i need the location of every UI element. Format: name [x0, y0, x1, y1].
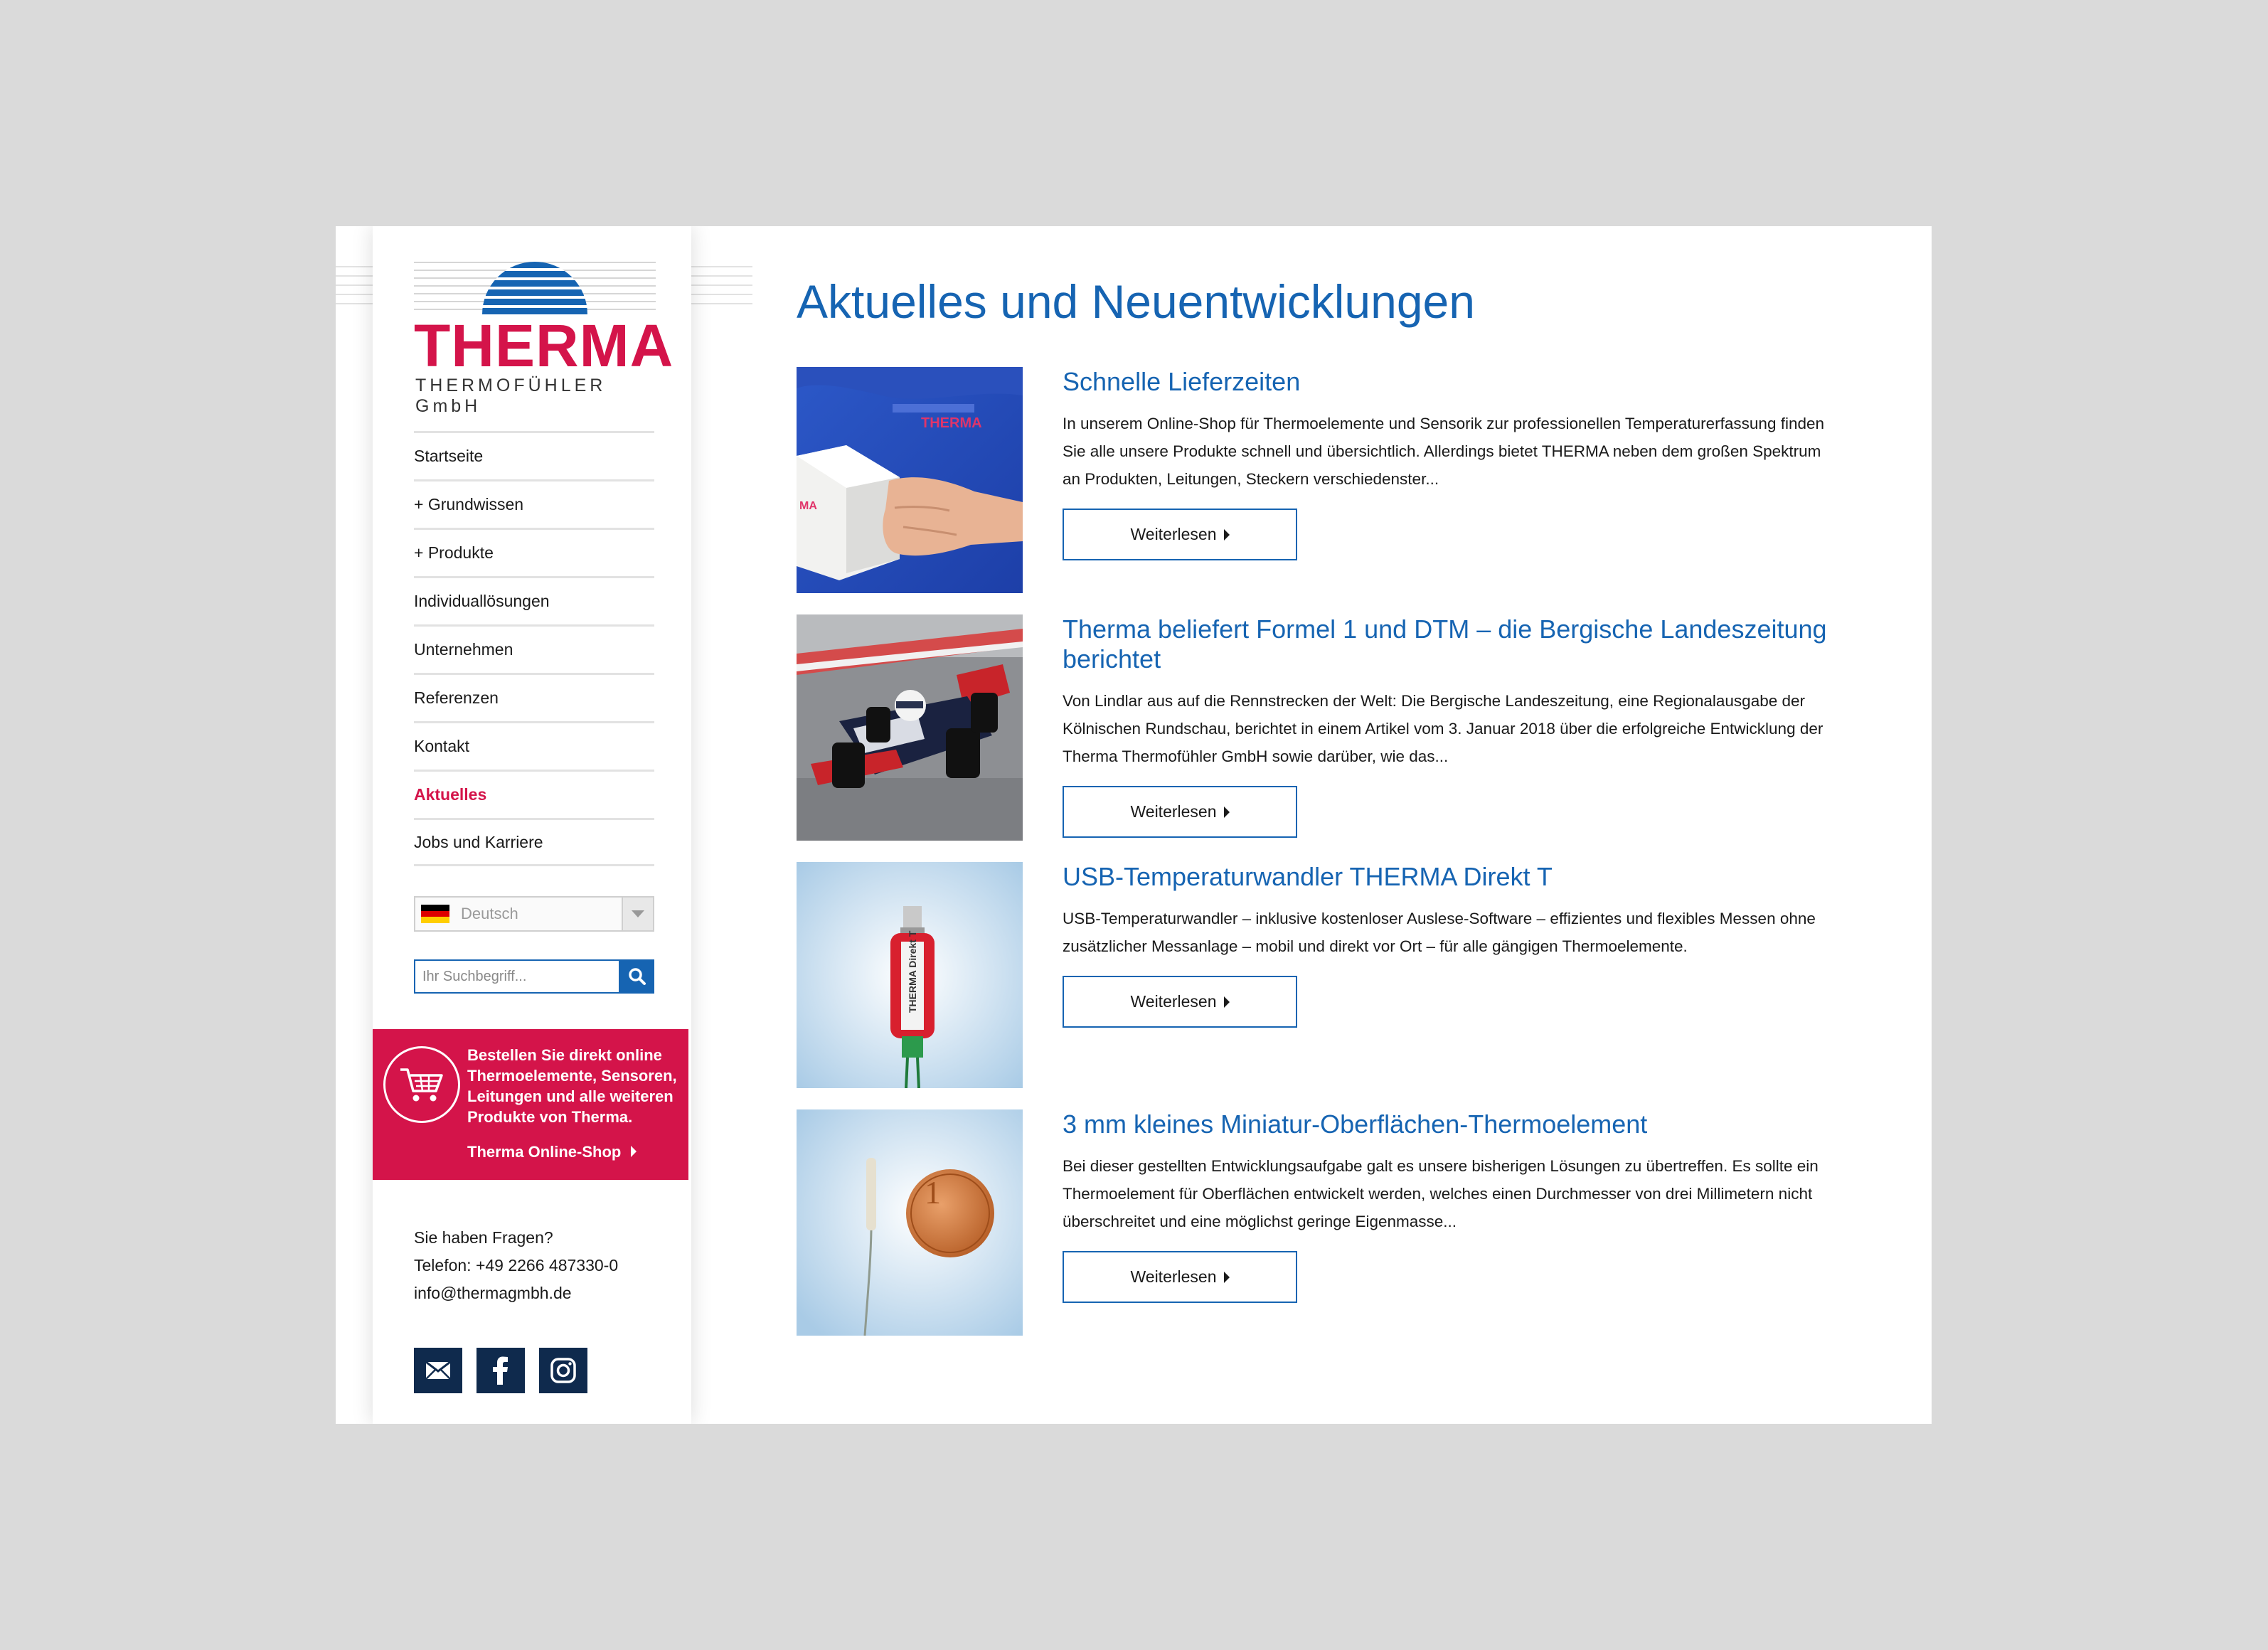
caret-right-icon — [1224, 1272, 1230, 1283]
usb-device-label: THERMA Direkt T — [907, 930, 918, 1013]
shopping-cart-icon — [383, 1046, 460, 1123]
read-more-label: Weiterlesen — [1130, 525, 1217, 543]
decorative-lines-left — [336, 266, 373, 313]
online-shop-link[interactable] — [467, 1143, 637, 1161]
instagram-button[interactable] — [539, 1348, 587, 1393]
social-links — [414, 1348, 587, 1393]
shirt-logo-text: THERMA — [921, 415, 982, 431]
article-title[interactable]: Therma beliefert Formel 1 und DTM – die Bergische Landeszeitung berichtet — [1063, 614, 1827, 674]
search-input[interactable] — [414, 959, 620, 994]
article-item — [797, 862, 1835, 1088]
article-excerpt: In unserem Online-Shop für Thermoelemente und Sensorik zur professionellen Temperaturerfassung finden Sie alle unsere Produkte schnell und übersichtlich. Allerdings bietet THERMA neben dem großen Spektrum an Produkten, Leitungen, Steckern verschiedenster... — [1063, 415, 1825, 488]
online-shop-banner[interactable] — [373, 1029, 688, 1180]
nav-item-jobs[interactable]: Jobs und Karriere — [414, 818, 654, 866]
article-item — [797, 614, 1835, 841]
read-more-label: Weiterlesen — [1130, 802, 1217, 821]
article-title[interactable]: USB-Temperaturwandler THERMA Direkt T — [1063, 862, 1553, 891]
article-content — [1063, 862, 1831, 1028]
article-content — [1063, 1109, 1831, 1303]
therma-logo[interactable] — [414, 262, 674, 416]
chevron-down-icon[interactable] — [622, 898, 653, 930]
miniature-thermocouple-coin-image[interactable] — [797, 1109, 1023, 1336]
caret-right-icon — [1224, 529, 1230, 541]
article-content — [1063, 367, 1831, 560]
contact-phone[interactable]: Telefon: +49 2266 487330-0 — [414, 1256, 619, 1274]
logo-dome-icon — [482, 262, 587, 314]
facebook-icon — [493, 1356, 509, 1385]
sidebar — [373, 226, 691, 1424]
article-item — [797, 1109, 1835, 1336]
read-more-button[interactable] — [1063, 509, 1297, 560]
page-title: Aktuelles und Neuentwicklungen — [797, 275, 1475, 328]
language-select[interactable] — [414, 896, 654, 932]
caret-right-icon — [631, 1146, 637, 1157]
formula-one-car-image[interactable] — [797, 614, 1023, 841]
facebook-button[interactable] — [477, 1348, 525, 1393]
read-more-label: Weiterlesen — [1130, 1267, 1217, 1286]
online-shop-text: Bestellen Sie direkt online Thermoelemente, Sensoren, Leitungen und alle weiteren Produkte von Therma. — [467, 1046, 677, 1126]
instagram-icon — [550, 1358, 576, 1383]
article-item — [797, 367, 1835, 593]
article-excerpt: Bei dieser gestellten Entwicklungsaufgabe galt es unsere bisherigen Lösungen zu übertreffen. Es sollte ein Thermoelement für Oberflächen entwickelt werden, welches einen Durchmesser von drei Millimetern nicht überschreitet und eine möglichst geringe Eigenmasse... — [1063, 1157, 1819, 1230]
read-more-label: Weiterlesen — [1130, 992, 1217, 1011]
nav-item-grundwissen[interactable]: + Grundwissen — [414, 479, 654, 528]
mail-icon — [426, 1362, 450, 1379]
nav-item-individualloesungen[interactable]: Individuallösungen — [414, 576, 654, 624]
contact-email[interactable]: info@thermagmbh.de — [414, 1284, 572, 1302]
read-more-button[interactable] — [1063, 976, 1297, 1028]
nav-item-unternehmen[interactable]: Unternehmen — [414, 624, 654, 673]
nav-item-startseite[interactable]: Startseite — [414, 431, 654, 479]
logo-wordmark: THERMA — [414, 312, 674, 379]
language-selected-value: Deutsch — [461, 905, 518, 922]
nav-item-produkte[interactable]: + Produkte — [414, 528, 654, 576]
article-excerpt: USB-Temperaturwandler – inklusive kostenloser Auslese-Software – effizientes und flexibles Messen ohne zusätzlicher Messanlage – mobil und direkt vor Ort – für alle gängigen Thermoelemente. — [1063, 910, 1816, 955]
logo-subtitle: THERMOFÜHLER GmbH — [415, 376, 607, 416]
main-navigation — [414, 431, 654, 866]
contact-question: Sie haben Fragen? — [414, 1228, 553, 1247]
contact-info — [414, 1224, 618, 1307]
search-icon — [628, 967, 646, 986]
caret-right-icon — [1224, 996, 1230, 1008]
read-more-button[interactable] — [1063, 786, 1297, 838]
article-content — [1063, 614, 1831, 838]
page — [336, 226, 1932, 1424]
nav-item-kontakt[interactable]: Kontakt — [414, 721, 654, 770]
nav-item-aktuelles[interactable]: Aktuelles — [414, 770, 654, 818]
delivery-person-image[interactable] — [797, 367, 1023, 593]
svg-text:1: 1 — [925, 1174, 941, 1210]
search-button[interactable] — [620, 959, 654, 994]
nav-item-referenzen[interactable]: Referenzen — [414, 673, 654, 721]
decorative-lines-right — [691, 266, 752, 313]
article-title[interactable]: Schnelle Lieferzeiten — [1063, 367, 1301, 396]
read-more-button[interactable] — [1063, 1251, 1297, 1303]
svg-text:MA: MA — [799, 500, 817, 512]
usb-converter-image[interactable] — [797, 862, 1023, 1088]
german-flag-icon — [421, 905, 449, 923]
online-shop-link-label: Therma Online-Shop — [467, 1143, 622, 1161]
article-excerpt: Von Lindlar aus auf die Rennstrecken der Welt: Die Bergische Landeszeitung, eine Regionalausgabe der Kölnischen Rundschau, berichtet in einem Artikel vom 3. Januar 2018 über die erfolgreiche Entwicklung der Therma Thermofühler GmbH sowie darüber, wie das... — [1063, 692, 1824, 765]
article-title[interactable]: 3 mm kleines Miniatur-Oberflächen-Thermoelement — [1063, 1109, 1648, 1139]
mail-button[interactable] — [414, 1348, 462, 1393]
caret-right-icon — [1224, 807, 1230, 818]
search-form — [414, 959, 654, 994]
